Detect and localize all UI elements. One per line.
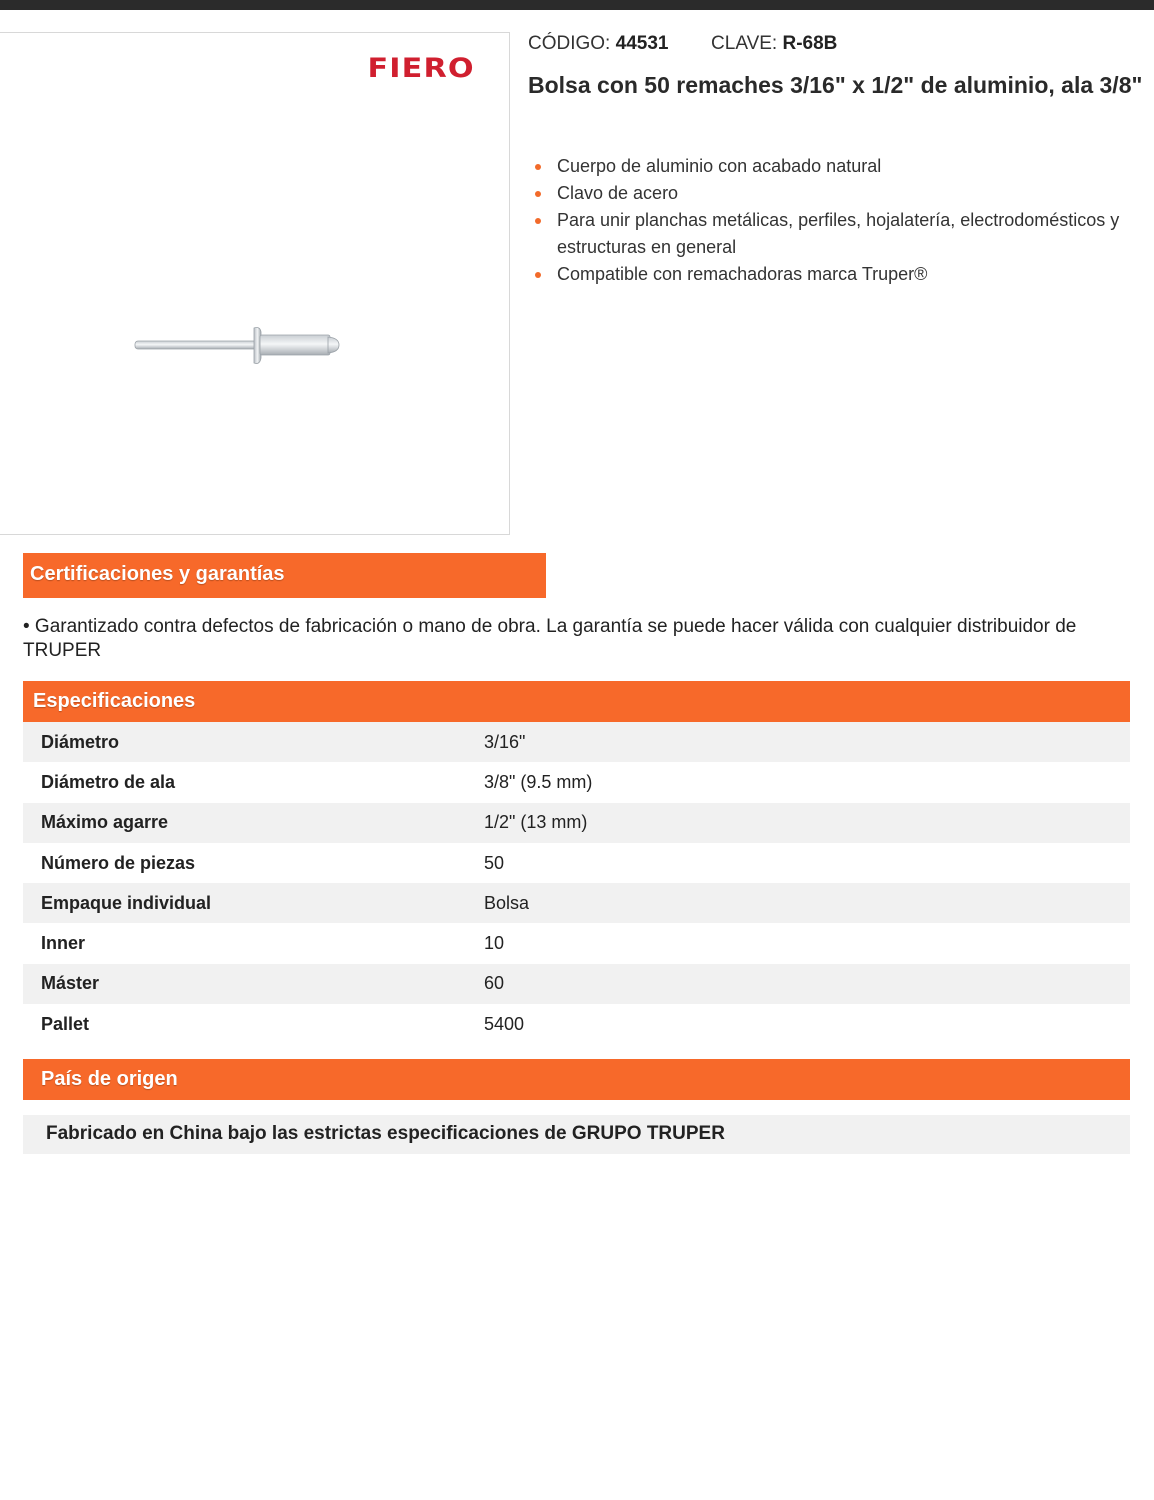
brand-logo: FIERO [367, 53, 475, 84]
code-label: CÓDIGO: [528, 33, 611, 54]
feature-item: Cuerpo de aluminio con acabado natural [533, 153, 1154, 180]
origin-text: Fabricado en China bajo las estrictas especificaciones de GRUPO TRUPER [23, 1115, 1130, 1154]
specifications-header: Especificaciones [23, 681, 1130, 722]
product-title: Bolsa con 50 remaches 3/16" x 1/2" de aluminio, ala 3/8" [528, 72, 1143, 98]
spec-row [23, 803, 1130, 843]
spec-row [23, 843, 1130, 883]
spec-value: 10 [484, 933, 505, 954]
origin-header: País de origen [23, 1059, 1130, 1100]
spec-key: Pallet [41, 1013, 90, 1034]
key-value: R-68B [782, 33, 838, 54]
spec-row [23, 923, 1130, 963]
spec-value: 5400 [484, 1013, 525, 1034]
certifications-text: • Garantizado contra defectos de fabricación o mano de obra. La garantía se puede hacer válida con cualquier distribuidor de TRUPER [23, 616, 1077, 661]
feature-list [533, 153, 1154, 288]
feature-item: Para unir planchas metálicas, perfiles, hojalatería, electrodomésticos y estructuras en general [533, 207, 1154, 261]
product-codes [528, 33, 837, 55]
spec-row [23, 883, 1130, 923]
product-image [0, 32, 510, 535]
spec-key: Número de piezas [41, 852, 196, 873]
spec-key: Diámetro de ala [41, 771, 176, 792]
spec-row [23, 964, 1130, 1004]
spec-row [23, 1004, 1130, 1044]
spec-key: Diámetro [23, 722, 466, 762]
spec-value: Bolsa [466, 883, 1130, 923]
key-label: CLAVE: [711, 33, 778, 54]
spec-value: 3/16" [466, 722, 1130, 762]
spec-value: 3/8" (9.5 mm) [484, 771, 593, 792]
feature-item: Compatible con remachadoras marca Truper® [533, 261, 1154, 288]
spec-key: Empaque individual [23, 883, 466, 923]
specifications-table [23, 722, 1130, 1044]
certifications-header: Certificaciones y garantías [23, 553, 546, 598]
top-bar [0, 0, 1154, 10]
spec-key: Máximo agarre [23, 803, 466, 843]
spec-row [23, 762, 1130, 802]
feature-item: Clavo de acero [533, 180, 1154, 207]
spec-value: 1/2" (13 mm) [466, 803, 1130, 843]
spec-key: Inner [41, 933, 86, 954]
spec-row [23, 722, 1130, 762]
spec-value: 50 [484, 852, 505, 873]
spec-key: Máster [23, 964, 466, 1004]
code-value: 44531 [615, 33, 669, 54]
rivet-image [130, 288, 344, 370]
spec-value: 60 [466, 964, 1130, 1004]
